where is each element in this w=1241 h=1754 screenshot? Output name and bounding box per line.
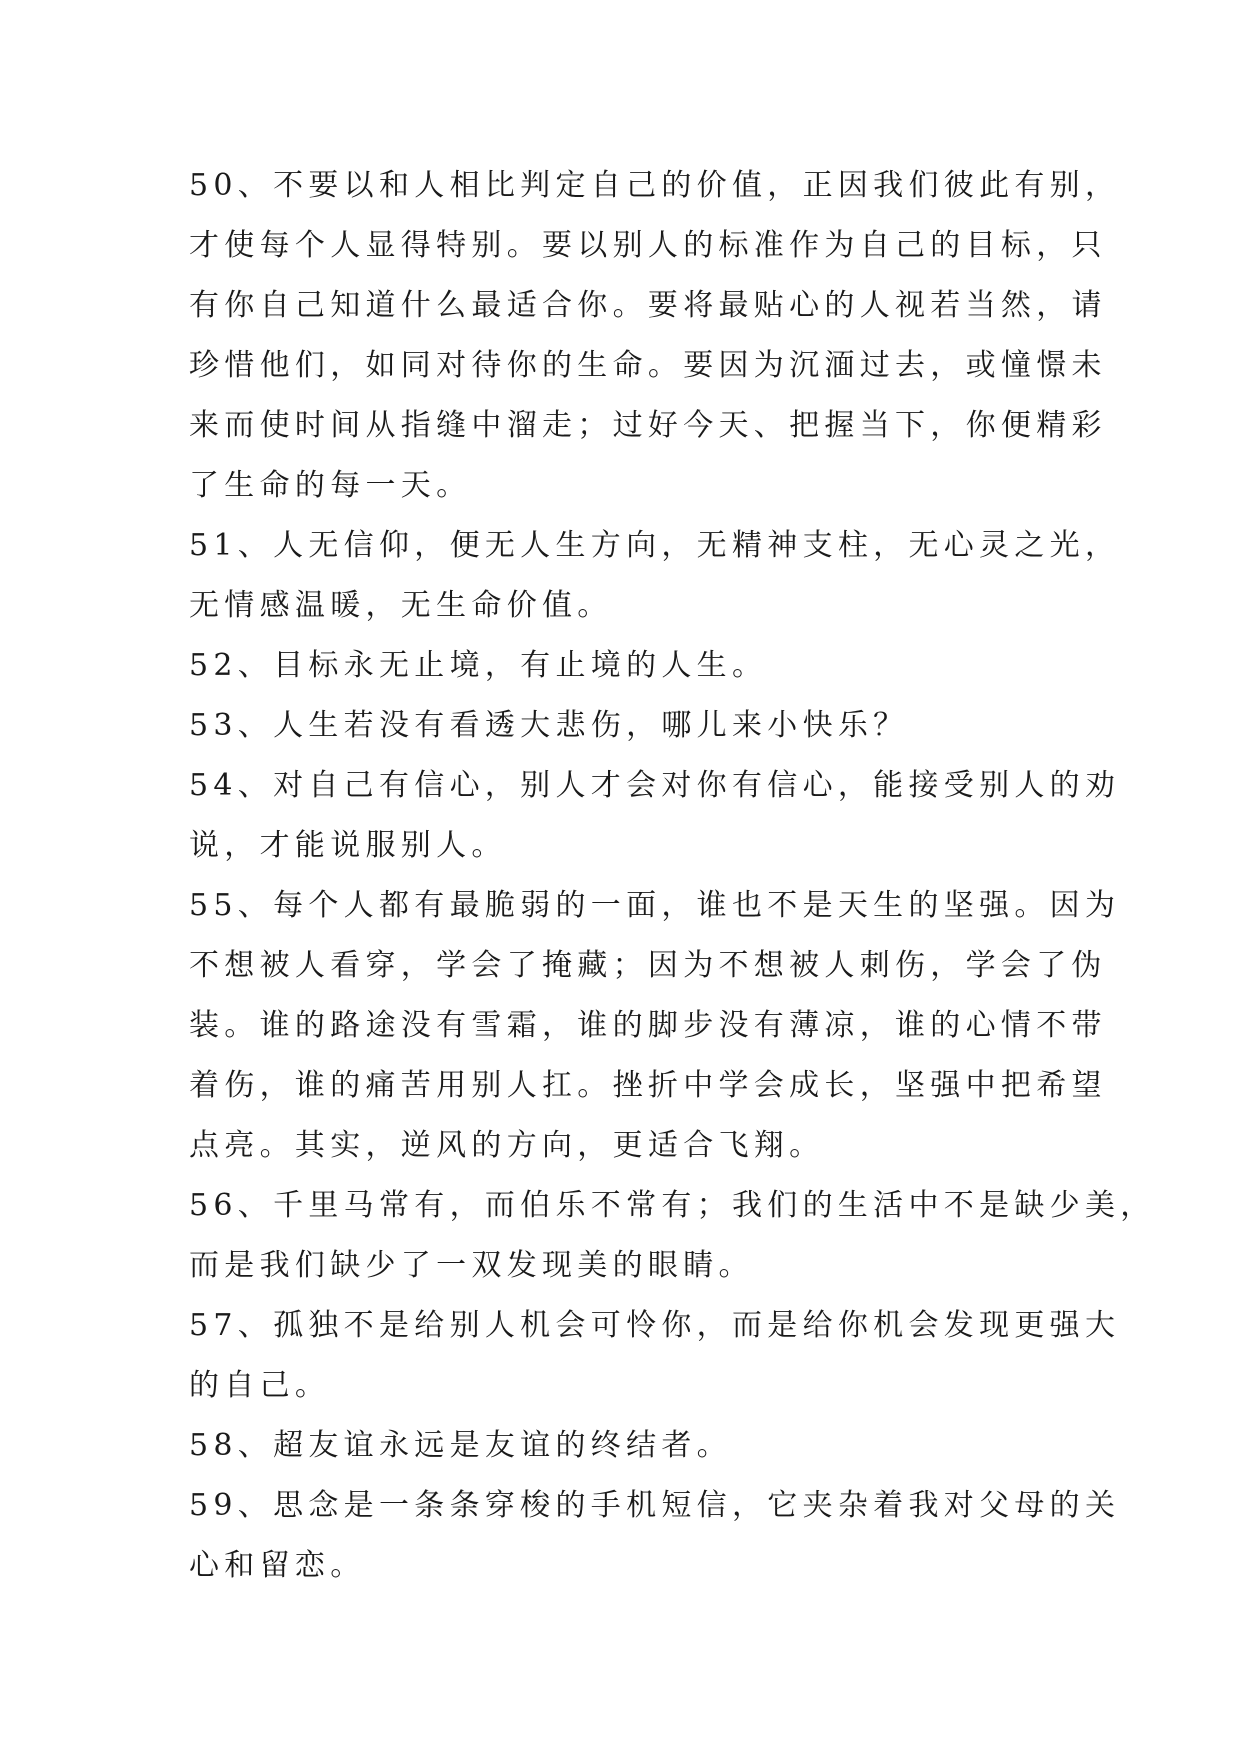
text-line: 着伤，谁的痛苦用别人扛。挫折中学会成长，坚强中把希望 (189, 1068, 1107, 1103)
text-line: 58、超友谊永远是友谊的终结者。 (189, 1428, 732, 1463)
text-line: 52、目标永无止境，有止境的人生。 (189, 648, 768, 683)
quote-entry-57 (189, 1296, 1121, 1416)
text-line: 点亮。其实，逆风的方向，更适合飞翔。 (189, 1128, 825, 1163)
quote-entry-52 (189, 636, 1069, 696)
text-line: 56、千里马常有，而伯乐不常有；我们的生活中不是缺少美， (189, 1188, 1156, 1223)
text-line: 57、孤独不是给别人机会可怜你，而是给你机会发现更强大 (189, 1308, 1121, 1343)
text-line: 50、不要以和人相比判定自己的价值，正因我们彼此有别， (189, 168, 1121, 203)
text-line: 说，才能说服别人。 (189, 828, 507, 863)
document-page (189, 156, 1156, 1596)
text-line: 来而使时间从指缝中溜走；过好今天、把握当下，你便精彩 (189, 408, 1107, 443)
text-line: 珍惜他们，如同对待你的生命。要因为沉湎过去，或憧憬未 (189, 348, 1107, 383)
quote-entry-58 (189, 1416, 1069, 1476)
text-line: 而是我们缺少了一双发现美的眼睛。 (189, 1248, 754, 1283)
text-line: 装。谁的路途没有雪霜，谁的脚步没有薄凉，谁的心情不带 (189, 1008, 1107, 1043)
text-line: 不想被人看穿，学会了掩藏；因为不想被人刺伤，学会了伪 (189, 948, 1107, 983)
quote-entry-53 (189, 696, 1069, 756)
quote-entry-51 (189, 516, 1121, 636)
text-line: 了生命的每一天。 (189, 468, 472, 503)
quote-entry-59 (189, 1476, 1121, 1596)
text-line: 53、人生若没有看透大悲伤，哪儿来小快乐？ (189, 708, 909, 743)
text-line: 有你自己知道什么最适合你。要将最贴心的人视若当然，请 (189, 288, 1107, 323)
quote-entry-50 (189, 156, 1121, 516)
quote-entry-54 (189, 756, 1121, 876)
text-line: 心和留恋。 (189, 1548, 366, 1583)
text-line: 54、对自己有信心，别人才会对你有信心，能接受别人的劝 (189, 768, 1121, 803)
text-line: 59、思念是一条条穿梭的手机短信，它夹杂着我对父母的关 (189, 1488, 1121, 1523)
quote-entry-56 (189, 1176, 1156, 1296)
text-line: 55、每个人都有最脆弱的一面，谁也不是天生的坚强。因为 (189, 888, 1121, 923)
text-line: 无情感温暖，无生命价值。 (189, 588, 613, 623)
text-line: 的自己。 (189, 1368, 331, 1403)
text-line: 才使每个人显得特别。要以别人的标准作为自己的目标，只 (189, 228, 1107, 263)
quote-entry-55 (189, 876, 1121, 1176)
text-line: 51、人无信仰，便无人生方向，无精神支柱，无心灵之光， (189, 528, 1121, 563)
